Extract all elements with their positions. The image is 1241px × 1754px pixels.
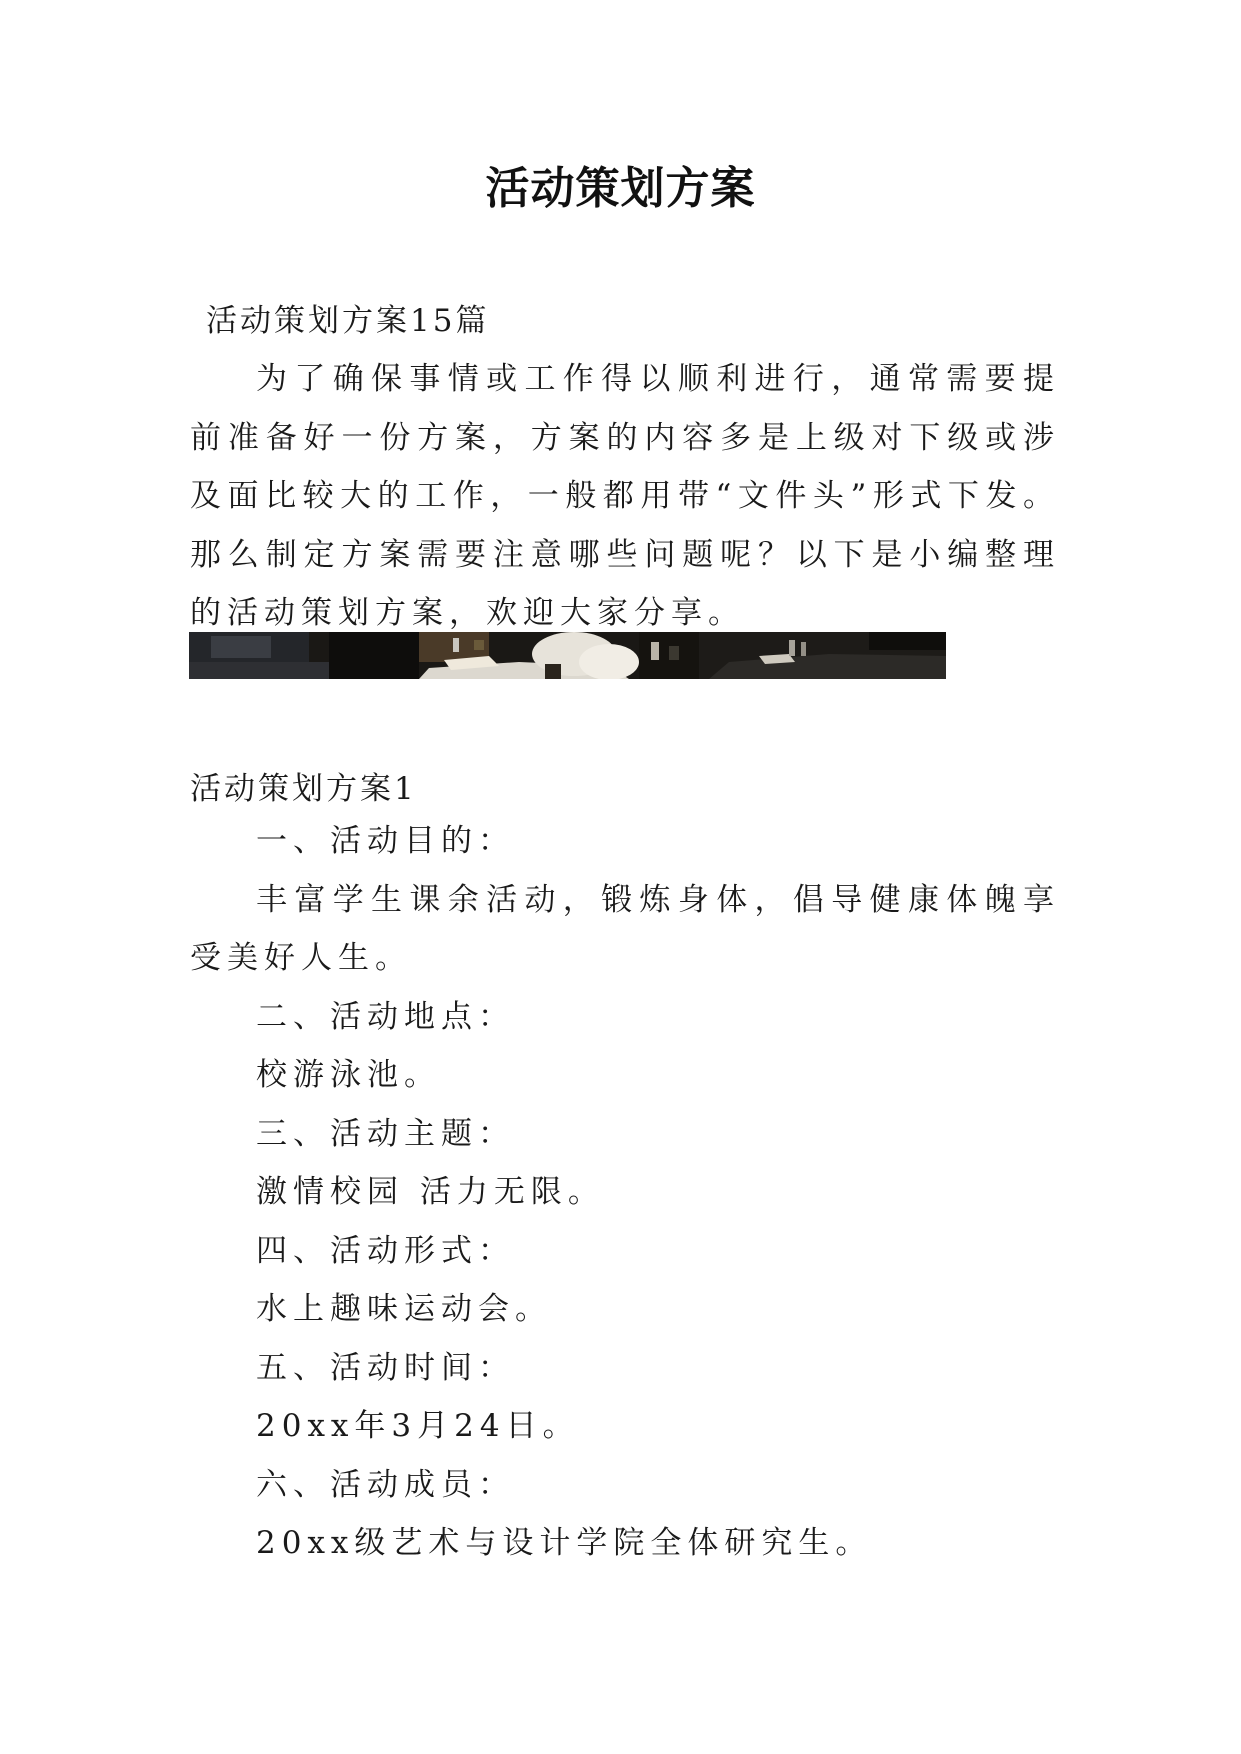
list-item: 20xx级艺术与设计学院全体研究生。 xyxy=(256,1525,873,1561)
intro-paragraph: 为了确保事情或工作得以顺利进行，通常需要提前准备好一份方案，方案的内容多是上级对下级或涉及面比较大的工作，一般都用带“文件头”形式下发。那么制定方案需要注意哪些问题呢？以下是小编整理的活动策划方案，欢迎大家分享。 xyxy=(190,361,1060,631)
meeting-room-photo xyxy=(189,632,946,679)
plan-items-list xyxy=(190,812,1060,1573)
list-item: 水上趣味运动会。 xyxy=(256,1291,552,1327)
list-item: 校游泳池。 xyxy=(256,1057,441,1093)
section-heading: 活动策划方案1 xyxy=(190,771,417,807)
list-item: 20xx年3月24日。 xyxy=(256,1408,580,1444)
list-item: 四、活动形式： xyxy=(256,1232,515,1269)
document-subtitle: 活动策划方案15篇 xyxy=(206,303,490,339)
list-item: 二、活动地点： xyxy=(256,998,515,1035)
list-item: 丰富学生课余活动，锻炼身体，倡导健康体魄享受美好人生。 xyxy=(190,881,1060,976)
list-item: 激情校园 活力无限。 xyxy=(256,1174,605,1210)
list-item: 一、活动目的： xyxy=(256,823,515,859)
list-item: 五、活动时间： xyxy=(256,1349,515,1386)
list-item: 三、活动主题： xyxy=(256,1115,515,1152)
document-title: 活动策划方案 xyxy=(485,163,756,214)
list-item: 六、活动成员： xyxy=(256,1466,515,1503)
